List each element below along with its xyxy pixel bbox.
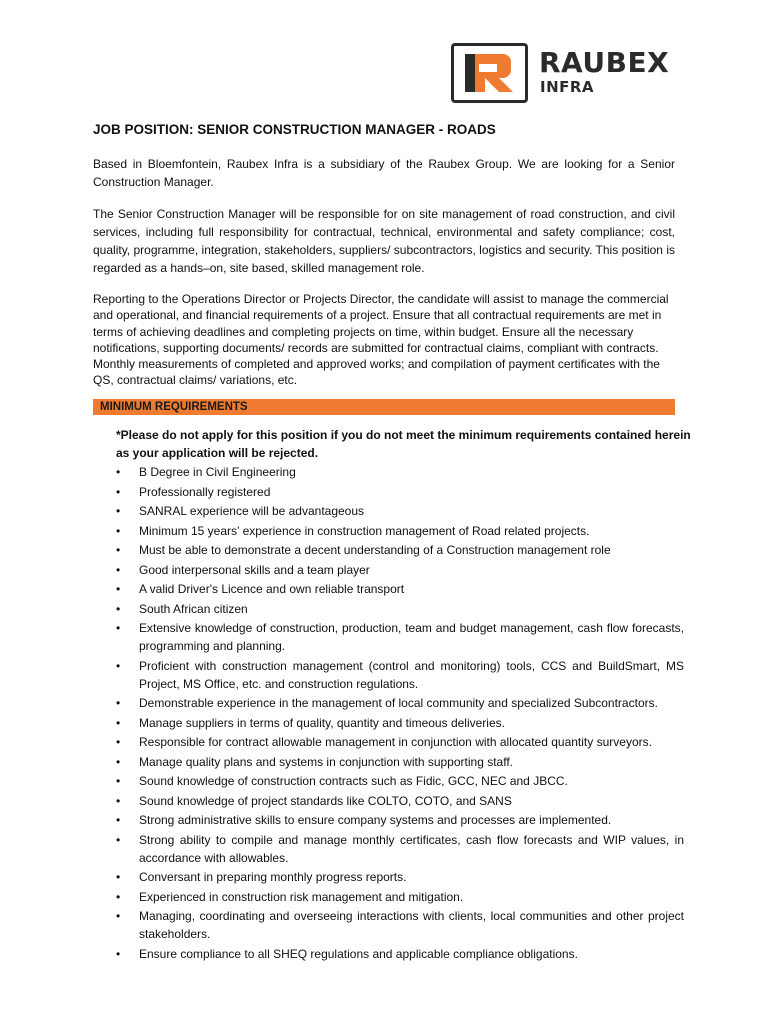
list-item: • Proficient with construction management (control and monitoring) tools, CCS and BuildSmart, MS Project, MS Office, etc. and construction regulations. bbox=[116, 657, 684, 693]
page-title: JOB POSITION: SENIOR CONSTRUCTION MANAGER - ROADS bbox=[93, 122, 496, 137]
list-item: • South African citizen bbox=[116, 600, 684, 618]
logo-wordmark: RAUBEX bbox=[539, 46, 670, 79]
list-item: • Strong ability to compile and manage monthly certificates, cash flow forecasts and WIP values, in accordance with allowables. bbox=[116, 831, 684, 867]
list-item: • Extensive knowledge of construction, production, team and budget management, cash flow forecasts, programming and planning. bbox=[116, 619, 684, 655]
list-item: • B Degree in Civil Engineering bbox=[116, 463, 684, 481]
intro-paragraph: Based in Bloemfontein, Raubex Infra is a subsidiary of the Raubex Group. We are looking for a Senior Construction Manager. bbox=[93, 157, 675, 189]
list-item: • Minimum 15 years’ experience in construction management of Road related projects. bbox=[116, 522, 684, 540]
requirements-list bbox=[116, 463, 684, 964]
list-item: • Ensure compliance to all SHEQ regulations and applicable compliance obligations. bbox=[116, 945, 684, 963]
list-item: • Strong administrative skills to ensure company systems and processes are implemented. bbox=[116, 811, 684, 829]
list-item: • Manage quality plans and systems in conjunction with supporting staff. bbox=[116, 753, 684, 771]
responsibility-paragraph: The Senior Construction Manager will be responsible for on site management of road construction, and civil services, including full responsibility for contractual, technical, environmental and safety compliance; cost, quality, programme, integration, stakeholders, suppliers/ subcontractors, logistics and security. This position is regarded as a hands–on, site based, skilled management role. bbox=[93, 207, 675, 275]
list-item: • Conversant in preparing monthly progress reports. bbox=[116, 868, 684, 886]
list-item: • Sound knowledge of construction contracts such as Fidic, GCC, NEC and JBCC. bbox=[116, 772, 684, 790]
company-logo bbox=[451, 43, 673, 105]
list-item: • Managing, coordinating and overseeing interactions with clients, local communities and other project stakeholders. bbox=[116, 907, 684, 943]
section-heading-minimum-requirements: MINIMUM REQUIREMENTS bbox=[93, 399, 675, 415]
logo-subtitle: INFRA bbox=[540, 78, 595, 96]
reporting-paragraph: Reporting to the Operations Director or Projects Director, the candidate will assist to manage the commercial and operational, and financial requirements of a project. Ensure that all contractual requirements are met in terms of achieving deadlines and completing projects on time, within budget. Ensure all the necessary notifications, supporting documents/ records are submitted for contractual claims, compliant with contracts. Monthly measurements of completed and approved works; and compilation of payment certificates with the QS, contractual claims/ variations, etc. bbox=[93, 292, 669, 388]
list-item: • Demonstrable experience in the management of local community and specialized Subcontractors. bbox=[116, 694, 684, 712]
list-item: • Must be able to demonstrate a decent understanding of a Construction management role bbox=[116, 541, 684, 559]
list-item: • Manage suppliers in terms of quality, quantity and timeous deliveries. bbox=[116, 714, 684, 732]
list-item: • Experienced in construction risk management and mitigation. bbox=[116, 888, 684, 906]
list-item: • Good interpersonal skills and a team player bbox=[116, 561, 684, 579]
list-item: • SANRAL experience will be advantageous bbox=[116, 502, 684, 520]
list-item: • Sound knowledge of project standards like COLTO, COTO, and SANS bbox=[116, 792, 684, 810]
list-item: • Responsible for contract allowable management in conjunction with allocated quantity surveyors. bbox=[116, 733, 684, 751]
raubex-r-logo-icon bbox=[451, 43, 528, 103]
requirements-warning: *Please do not apply for this position if you do not meet the minimum requirements contained herein as your application will be rejected. bbox=[116, 428, 691, 460]
list-item: • A valid Driver's Licence and own reliable transport bbox=[116, 580, 684, 598]
list-item: • Professionally registered bbox=[116, 483, 684, 501]
